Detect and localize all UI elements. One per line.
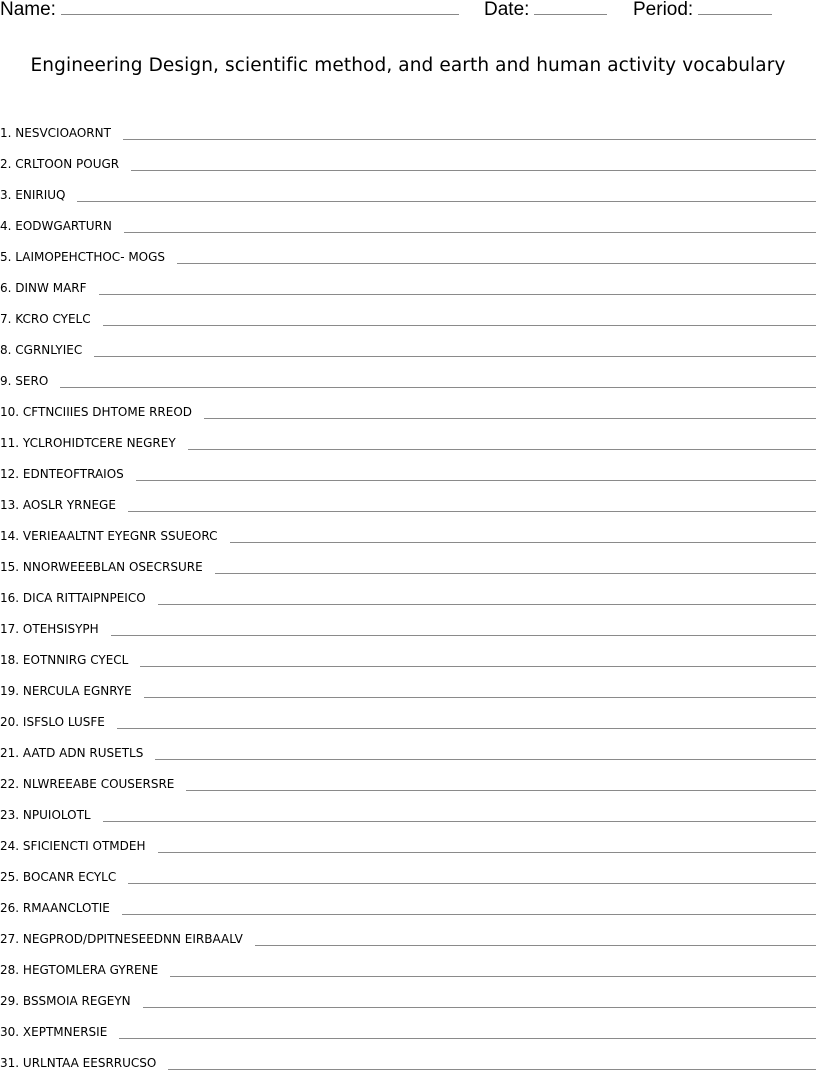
answer-blank-line[interactable] [128, 882, 816, 884]
item-number: 3. [0, 188, 11, 202]
answer-blank-line[interactable] [177, 262, 816, 264]
scrambled-word-label [0, 405, 192, 421]
answer-blank-line[interactable] [60, 386, 816, 388]
scrambled-word: VERIEAALTNT EYEGNR SSUEORC [23, 529, 218, 543]
scrambled-word: AATD ADN RUSETLS [23, 746, 143, 760]
scrambled-word-label [0, 219, 112, 235]
list-item [0, 794, 816, 825]
scrambled-word: EDNTEOFTRAIOS [23, 467, 124, 481]
answer-blank-line[interactable] [128, 510, 816, 512]
scrambled-word: RMAANCLOTIE [23, 901, 110, 915]
answer-blank-line[interactable] [155, 758, 816, 760]
answer-blank-line[interactable] [119, 1037, 816, 1039]
scrambled-word-label [0, 126, 111, 142]
date-label: Date: [484, 0, 529, 21]
list-item [0, 732, 816, 763]
item-number: 4. [0, 219, 11, 233]
item-number: 6. [0, 281, 11, 295]
scrambled-word: URLNTAA EESRRUCSO [23, 1056, 156, 1070]
scrambled-word: CFTNCIIIES DHTOME RREOD [23, 405, 192, 419]
list-item [0, 546, 816, 577]
answer-blank-line[interactable] [140, 665, 816, 667]
answer-blank-line[interactable] [103, 324, 816, 326]
scrambled-word-label [0, 157, 119, 173]
list-item [0, 577, 816, 608]
scrambled-word: YCLROHIDTCERE NEGREY [23, 436, 176, 450]
scrambled-word-label [0, 1025, 107, 1041]
scrambled-word: EODWGARTURN [15, 219, 112, 233]
worksheet-title: Engineering Design, scientific method, and earth and human activity vocabulary [0, 55, 816, 76]
scrambled-word-label [0, 622, 99, 638]
answer-blank-line[interactable] [77, 200, 816, 202]
item-number: 26. [0, 901, 19, 915]
list-item [0, 515, 816, 546]
answer-blank-line[interactable] [158, 603, 816, 605]
item-number: 17. [0, 622, 19, 636]
answer-blank-line[interactable] [230, 541, 816, 543]
scrambled-word: BSSMOIA REGEYN [23, 994, 131, 1008]
answer-blank-line[interactable] [255, 944, 816, 946]
item-number: 19. [0, 684, 19, 698]
scrambled-word: CGRNLYIEC [15, 343, 82, 357]
scrambled-word: NEGPROD/DPITNESEEDNN EIRBAALV [23, 932, 243, 946]
period-field [633, 0, 772, 21]
scrambled-word: EOTNNIRG CYECL [23, 653, 128, 667]
list-item [0, 391, 816, 422]
item-number: 23. [0, 808, 19, 822]
list-item [0, 608, 816, 639]
list-item [0, 484, 816, 515]
item-number: 1. [0, 126, 11, 140]
scrambled-word: SFICIENCTI OTMDEH [23, 839, 146, 853]
answer-blank-line[interactable] [186, 789, 816, 791]
list-item [0, 1042, 816, 1073]
list-item [0, 856, 816, 887]
item-number: 22. [0, 777, 19, 791]
item-number: 25. [0, 870, 19, 884]
scrambled-word-label [0, 591, 146, 607]
item-number: 11. [0, 436, 19, 450]
list-item [0, 298, 816, 329]
scrambled-word-label [0, 715, 105, 731]
answer-blank-line[interactable] [143, 1006, 816, 1008]
scrambled-word: XEPTMNERSIE [23, 1025, 107, 1039]
scrambled-word: NLWREEABE COUSERSRE [23, 777, 174, 791]
item-number: 28. [0, 963, 19, 977]
scrambled-word: HEGTOMLERA GYRENE [23, 963, 158, 977]
scrambled-word: CRLTOON POUGR [15, 157, 119, 171]
name-field [0, 0, 459, 21]
list-item [0, 143, 816, 174]
scrambled-word: DINW MARF [15, 281, 86, 295]
scrambled-word-label [0, 839, 146, 855]
scramble-word-list [0, 112, 816, 1073]
scrambled-word: AOSLR YRNEGE [23, 498, 116, 512]
scrambled-word-label [0, 870, 116, 886]
scrambled-word-label [0, 281, 87, 297]
scrambled-word: KCRO CYELC [15, 312, 90, 326]
scrambled-word-label [0, 932, 243, 948]
item-number: 15. [0, 560, 19, 574]
answer-blank-line[interactable] [131, 169, 816, 171]
answer-blank-line[interactable] [158, 851, 816, 853]
list-item [0, 236, 816, 267]
item-number: 10. [0, 405, 19, 419]
answer-blank-line[interactable] [123, 138, 816, 140]
list-item [0, 701, 816, 732]
answer-blank-line[interactable] [170, 975, 816, 977]
name-label: Name: [0, 0, 56, 21]
item-number: 9. [0, 374, 11, 388]
scrambled-word-label [0, 436, 176, 452]
scrambled-word: LAIMOPEHCTHOC- MOGS [15, 250, 165, 264]
scrambled-word: NPUIOLOTL [23, 808, 91, 822]
list-item [0, 422, 816, 453]
answer-blank-line[interactable] [99, 293, 816, 295]
list-item [0, 360, 816, 391]
item-number: 12. [0, 467, 19, 481]
answer-blank-line[interactable] [122, 913, 816, 915]
scrambled-word-label [0, 560, 203, 576]
scrambled-word-label [0, 343, 82, 359]
scrambled-word: ENIRIUQ [15, 188, 65, 202]
scrambled-word-label [0, 498, 116, 514]
answer-blank-line[interactable] [124, 231, 816, 233]
period-label: Period: [633, 0, 693, 21]
item-number: 24. [0, 839, 19, 853]
scrambled-word-label [0, 808, 91, 824]
list-item [0, 329, 816, 360]
scrambled-word: BOCANR ECYLC [23, 870, 116, 884]
answer-blank-line[interactable] [204, 417, 816, 419]
scrambled-word-label [0, 188, 65, 204]
scrambled-word-label [0, 467, 124, 483]
item-number: 20. [0, 715, 19, 729]
item-number: 29. [0, 994, 19, 1008]
item-number: 16. [0, 591, 19, 605]
scrambled-word-label [0, 746, 143, 762]
item-number: 31. [0, 1056, 19, 1070]
item-number: 2. [0, 157, 11, 171]
list-item [0, 205, 816, 236]
item-number: 21. [0, 746, 19, 760]
scrambled-word-label [0, 374, 48, 390]
list-item [0, 670, 816, 701]
date-blank-line[interactable] [534, 0, 607, 15]
list-item [0, 639, 816, 670]
list-item [0, 887, 816, 918]
answer-blank-line[interactable] [144, 696, 816, 698]
answer-blank-line[interactable] [94, 355, 816, 357]
list-item [0, 980, 816, 1011]
answer-blank-line[interactable] [136, 479, 816, 481]
scrambled-word: NERCULA EGNRYE [23, 684, 132, 698]
scrambled-word: ISFSLO LUSFE [23, 715, 105, 729]
answer-blank-line[interactable] [188, 448, 816, 450]
scrambled-word-label [0, 250, 165, 266]
scrambled-word-label [0, 312, 91, 328]
list-item [0, 174, 816, 205]
list-item [0, 825, 816, 856]
item-number: 13. [0, 498, 19, 512]
list-item [0, 267, 816, 298]
scrambled-word-label [0, 994, 131, 1010]
scrambled-word-label [0, 684, 132, 700]
period-blank-line[interactable] [698, 0, 772, 15]
answer-blank-line[interactable] [168, 1068, 816, 1070]
scrambled-word-label [0, 777, 174, 793]
item-number: 7. [0, 312, 11, 326]
scrambled-word-label [0, 653, 128, 669]
item-number: 18. [0, 653, 19, 667]
scrambled-word-label [0, 529, 218, 545]
answer-blank-line[interactable] [111, 634, 816, 636]
list-item [0, 763, 816, 794]
scrambled-word: SERO [15, 374, 48, 388]
date-field [484, 0, 607, 21]
item-number: 5. [0, 250, 11, 264]
answer-blank-line[interactable] [117, 727, 816, 729]
scrambled-word: NESVCIOAORNT [15, 126, 111, 140]
item-number: 14. [0, 529, 19, 543]
list-item [0, 949, 816, 980]
scrambled-word-label [0, 901, 110, 917]
scrambled-word-label [0, 963, 158, 979]
list-item [0, 453, 816, 484]
list-item [0, 112, 816, 143]
scrambled-word: OTEHSISYPH [23, 622, 99, 636]
list-item [0, 918, 816, 949]
item-number: 30. [0, 1025, 19, 1039]
worksheet-header [0, 0, 816, 26]
item-number: 27. [0, 932, 19, 946]
scrambled-word: NNORWEEEBLAN OSECRSURE [23, 560, 203, 574]
scrambled-word: DICA RITTAIPNPEICO [23, 591, 146, 605]
scrambled-word-label [0, 1056, 156, 1072]
list-item [0, 1011, 816, 1042]
answer-blank-line[interactable] [215, 572, 816, 574]
name-blank-line[interactable] [61, 0, 459, 15]
answer-blank-line[interactable] [103, 820, 816, 822]
item-number: 8. [0, 343, 11, 357]
